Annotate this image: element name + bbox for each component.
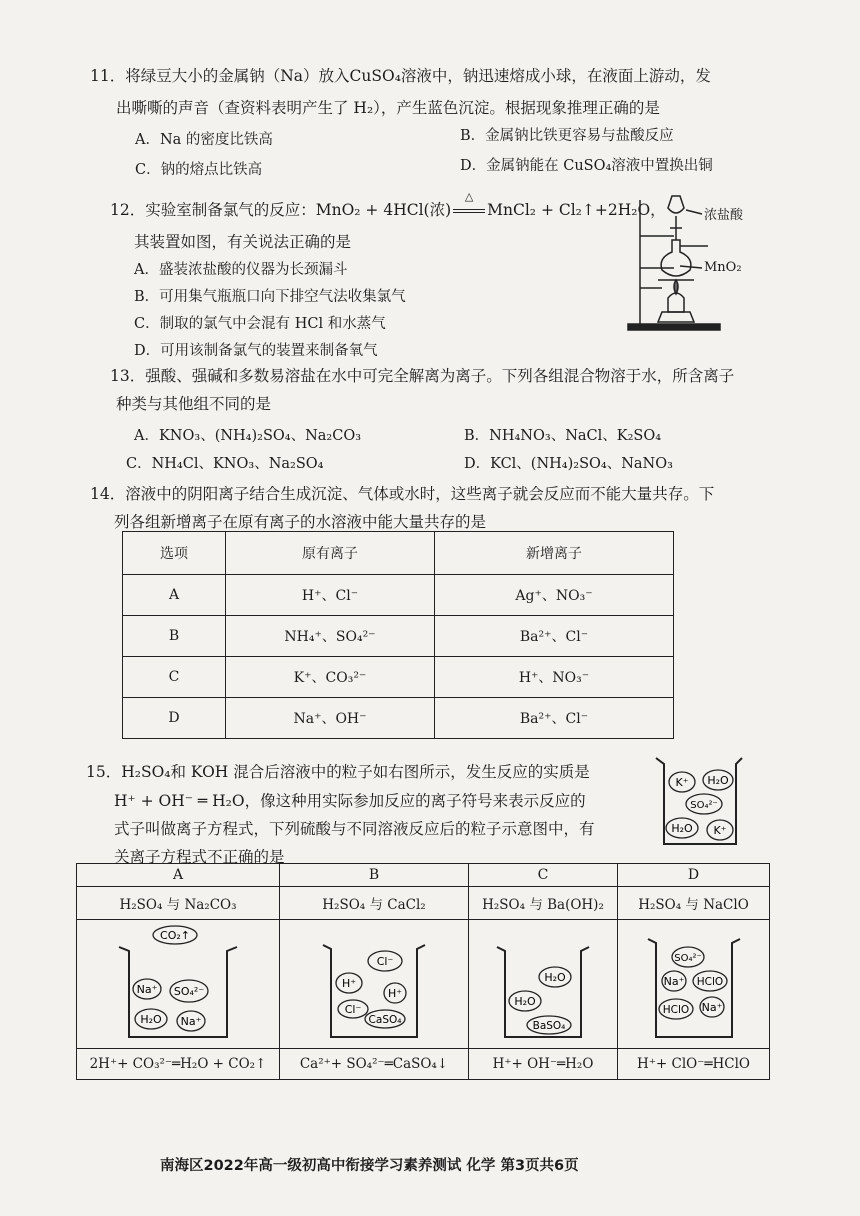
q11-stem-line1: 11．将绿豆大小的金属钠（Na）放入CuSO₄溶液中，钠迅速熔成小球，在液面上游动，发 (90, 67, 711, 85)
beaker-a-figure (113, 921, 243, 1043)
fig-label-mno2: MnO₂ (704, 260, 742, 275)
particle-label: BaSO₄ (532, 1020, 566, 1032)
q12-option-d: D．可用该制备氯气的装置来制备氧气 (134, 343, 378, 359)
q14-header-original-ions: 原有离子 (226, 532, 435, 575)
q15-col-a-name: H₂SO₄ 与 Na₂CO₃ (77, 887, 280, 920)
q15-col-d-name: H₂SO₄ 与 NaClO (618, 887, 770, 920)
particle-label: H₂O (514, 995, 536, 1008)
q12-reaction-left: 12．实验室制备氯气的反应：MnO₂ + 4HCl(浓) (110, 201, 452, 219)
q14-ion-table (122, 531, 674, 739)
particle-label: Na⁺ (701, 1001, 722, 1014)
particle-label: Cl⁻ (344, 1003, 362, 1016)
table-row (123, 657, 674, 698)
beaker-d-figure (644, 921, 744, 1043)
q12-heat-symbol: △ (464, 190, 474, 203)
q15-options-table (76, 863, 770, 1080)
particle-label: Na⁺ (136, 983, 158, 996)
q11-option-a: A．Na 的密度比铁高 (135, 132, 273, 148)
q11-option-d: D．金属钠能在 CuSO₄溶液中置换出铜 (460, 158, 713, 174)
table-row (123, 616, 674, 657)
q13-option-d: D．KCl、(NH₄)₂SO₄、NaNO₃ (464, 456, 673, 472)
page-footer: 南海区2022年高一级初高中衔接学习素养测试 化学 第3页共6页 (160, 1158, 579, 1174)
fig-label-conc-hcl: 浓盐酸 (704, 208, 744, 223)
table-row (123, 575, 674, 616)
particle-label: HClO (696, 976, 723, 988)
q13-option-c: C．NH₄Cl、KNO₃、Na₂SO₄ (126, 456, 324, 472)
particle-label: H₂O (707, 774, 729, 787)
q15-beaker-figure (652, 752, 746, 850)
q12-option-a: A．盛装浓盐酸的仪器为长颈漏斗 (134, 262, 348, 278)
particle-label: CaSO₄ (368, 1014, 402, 1026)
particle-label: H⁺ (341, 977, 357, 990)
particle-label: H⁺ (387, 987, 403, 1000)
beaker-b-figure (319, 921, 429, 1043)
q15-col-d-equation: H⁺+ ClO⁻═HClO (618, 1049, 770, 1080)
table-row (123, 698, 674, 739)
q11-stem-line2: 出嘶嘶的声音（查资料表明产生了 H₂），产生蓝色沉淀。根据现象推理正确的是 (116, 99, 660, 117)
particle-label: Na⁺ (663, 975, 684, 988)
q14-cell-letter: C (123, 657, 226, 698)
q14-cell-added: Ag⁺、NO₃⁻ (435, 575, 674, 616)
q14-header-added-ions: 新增离子 (435, 532, 674, 575)
q15-col-c-letter: C (469, 864, 618, 887)
q11-option-b: B．金属钠比铁更容易与盐酸反应 (460, 128, 674, 144)
particle-label: K⁺ (713, 824, 727, 837)
particle-label: Na⁺ (180, 1015, 202, 1028)
q14-cell-original: K⁺、CO₃²⁻ (226, 657, 435, 698)
q14-stem-line1: 14．溶液中的阴阳离子结合生成沉淀、气体或水时，这些离子就会反应而不能大量共存。下 (90, 485, 715, 503)
q13-stem-line1: 13．强酸、强碱和多数易溶盐在水中可完全解离为离子。下列各组混合物溶于水，所含离子 (110, 367, 735, 385)
q15-col-d-beaker (618, 920, 770, 1049)
q15-col-b-equation: Ca²⁺+ SO₄²⁻═CaSO₄↓ (280, 1049, 469, 1080)
beaker-c-figure (493, 921, 593, 1043)
q12-reaction-arrow (451, 190, 487, 219)
q14-cell-original: Na⁺、OH⁻ (226, 698, 435, 739)
q15-stem-line2: H⁺ + OH⁻ ═ H₂O，像这种用实际参加反应的离子符号来表示反应的 (114, 792, 586, 810)
q15-stem-line4: 关离子方程式不正确的是 (114, 848, 285, 866)
q14-cell-letter: A (123, 575, 226, 616)
particle-label: H₂O (140, 1013, 162, 1026)
q15-col-b-name: H₂SO₄ 与 CaCl₂ (280, 887, 469, 920)
q14-cell-added: H⁺、NO₃⁻ (435, 657, 674, 698)
q14-cell-original: NH₄⁺、SO₄²⁻ (226, 616, 435, 657)
q15-col-a-letter: A (77, 864, 280, 887)
particle-label: H₂O (544, 971, 566, 984)
q15-col-c-name: H₂SO₄ 与 Ba(OH)₂ (469, 887, 618, 920)
q11-option-c: C．钠的熔点比铁高 (135, 162, 263, 178)
q14-cell-original: H⁺、Cl⁻ (226, 575, 435, 616)
q13-stem-line2: 种类与其他组不同的是 (116, 395, 272, 413)
q14-header-option: 选项 (123, 532, 226, 575)
q14-cell-added: Ba²⁺、Cl⁻ (435, 616, 674, 657)
q14-cell-letter: B (123, 616, 226, 657)
particle-label: H₂O (671, 822, 693, 835)
q12-stem-line2: 其装置如图，有关说法正确的是 (134, 233, 352, 251)
q15-col-a-equation: 2H⁺+ CO₃²⁻═H₂O + CO₂↑ (77, 1049, 280, 1080)
q15-col-c-beaker (469, 920, 618, 1049)
q12-stem-line1 (110, 190, 666, 220)
q15-col-a-beaker (77, 920, 280, 1049)
q15-col-b-beaker (280, 920, 469, 1049)
q15-col-b-letter: B (280, 864, 469, 887)
q12-reaction-right: MnCl₂ + Cl₂↑+2H₂O， (487, 201, 666, 219)
q14-cell-added: Ba²⁺、Cl⁻ (435, 698, 674, 739)
q14-cell-letter: D (123, 698, 226, 739)
q15-stem-line3: 式子叫做离子方程式，下列硫酸与不同溶液反应后的粒子示意图中，有 (114, 820, 595, 838)
particle-label: K⁺ (675, 776, 689, 789)
q15-col-d-letter: D (618, 864, 770, 887)
particle-label: Cl⁻ (376, 955, 394, 968)
particle-label: SO₄²⁻ (690, 800, 718, 811)
q12-option-c: C．制取的氯气中会混有 HCl 和水蒸气 (134, 316, 386, 332)
q15-col-c-equation: H⁺+ OH⁻═H₂O (469, 1049, 618, 1080)
particle-label: SO₄²⁻ (173, 985, 205, 998)
particle-label: CO₂↑ (160, 929, 190, 942)
particle-label: HClO (662, 1004, 689, 1016)
q12-option-b: B．可用集气瓶瓶口向下排空气法收集氯气 (134, 289, 406, 305)
particle-label: SO₄²⁻ (673, 953, 702, 964)
q15-stem-line1: 15．H₂SO₄和 KOH 混合后溶液中的粒子如右图所示，发生反应的实质是 (86, 763, 590, 781)
q13-option-b: B．NH₄NO₃、NaCl、K₂SO₄ (464, 428, 662, 444)
q14-stem-line2: 列各组新增离子在原有离子的水溶液中能大量共存的是 (114, 513, 487, 531)
q13-option-a: A．KNO₃、(NH₄)₂SO₄、Na₂CO₃ (134, 428, 362, 444)
